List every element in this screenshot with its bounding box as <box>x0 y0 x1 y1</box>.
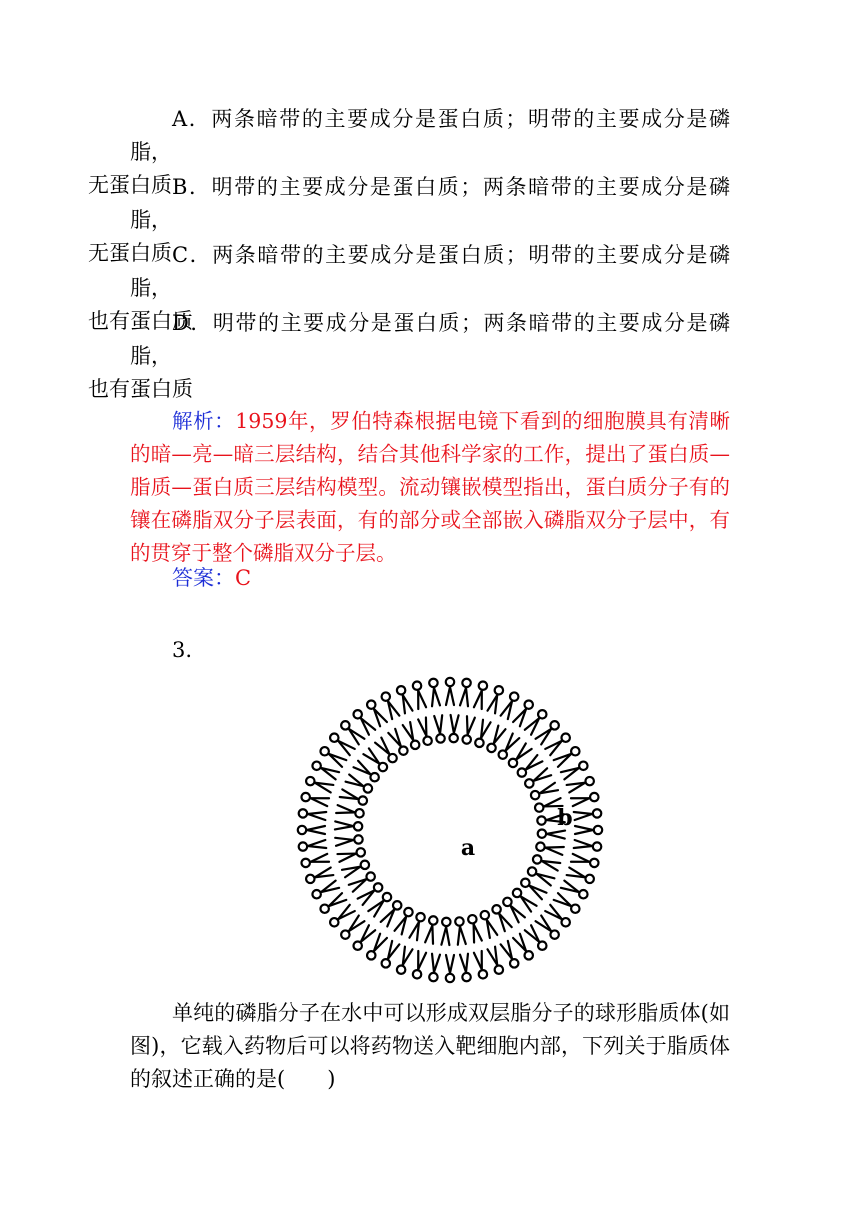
inner-lipid <box>395 908 413 935</box>
outer-lipid <box>561 881 588 899</box>
outer-lipid <box>488 947 504 974</box>
inner-lipid <box>531 783 558 800</box>
inner-lipid <box>518 755 543 777</box>
outer-lipid <box>299 840 327 851</box>
outer-lipid <box>312 762 339 780</box>
inner-lipid <box>528 867 555 885</box>
outer-lipid <box>571 793 599 806</box>
outer-lipid <box>513 700 533 726</box>
outer-lipid <box>302 854 330 867</box>
outer-lipid <box>545 905 570 927</box>
inner-lipid <box>441 918 450 945</box>
answer-value: C <box>235 566 252 590</box>
outer-lipid <box>306 868 333 884</box>
outer-lipid <box>513 934 533 960</box>
outer-lipid <box>320 893 346 913</box>
inner-lipid <box>375 738 397 763</box>
outer-lipid <box>571 854 599 867</box>
inner-lipid <box>336 805 364 817</box>
answer-line <box>130 562 730 595</box>
option-a-line2: 无蛋白质 <box>88 173 172 197</box>
option-a-line1: A．两条暗带的主要成分是蛋白质；明带的主要成分是磷脂， <box>130 107 730 164</box>
answer-label: 答案： <box>172 566 235 590</box>
inner-lipid <box>455 917 466 944</box>
option-b-line1: B．明带的主要成分是蛋白质；两条暗带的主要成分是磷脂， <box>130 175 730 232</box>
inner-lipid <box>503 898 525 923</box>
outer-lipid <box>429 679 440 707</box>
inner-lipid <box>418 717 432 744</box>
analysis-paragraph <box>130 405 730 570</box>
outer-lipid <box>525 925 547 950</box>
outer-lipid <box>367 700 387 726</box>
outer-lipid <box>554 893 580 913</box>
outer-lipid <box>575 826 602 834</box>
outer-lipid <box>413 682 426 710</box>
inner-lipid <box>363 748 387 771</box>
inner-lipid <box>468 915 482 942</box>
analysis-label: 解析： <box>172 409 236 433</box>
figure-label-a: a <box>460 835 476 861</box>
inner-lipid <box>536 843 564 855</box>
inner-lipid <box>381 901 402 926</box>
question-stem: 单纯的磷脂分子在水中可以形成双层脂分子的球形脂质体(如图)，它载入药物后可以将药物送入靶细胞内部，下列关于脂质体的叙述正确的是( ) <box>130 1001 730 1091</box>
inner-lipid <box>463 716 475 744</box>
outer-lipid <box>354 925 376 950</box>
option-c-line2: 也有蛋白质 <box>88 309 193 333</box>
outer-lipid <box>413 951 426 979</box>
outer-lipid <box>446 678 454 705</box>
option-d-line2: 也有蛋白质 <box>88 377 193 401</box>
outer-lipid <box>460 954 471 982</box>
inner-lipid <box>521 879 546 900</box>
outer-lipid <box>397 947 413 974</box>
outer-lipid <box>397 686 413 713</box>
outer-lipid <box>561 762 588 780</box>
outer-lipid <box>574 840 602 851</box>
inner-lipid <box>434 715 445 742</box>
inner-lipid-layer <box>335 715 565 945</box>
outer-lipid <box>474 951 487 979</box>
option-c-line1: C．两条暗带的主要成分是蛋白质；明带的主要成分是磷脂， <box>130 243 730 300</box>
outer-lipid <box>330 734 355 756</box>
outer-lipid <box>330 905 355 927</box>
option-b-line2: 无蛋白质 <box>88 241 172 265</box>
outer-lipid <box>382 941 400 968</box>
inner-lipid <box>349 872 375 891</box>
option-d <box>88 307 730 406</box>
inner-lipid <box>388 729 407 755</box>
outer-lipid <box>354 710 376 735</box>
inner-lipid <box>354 761 379 782</box>
outer-lipid <box>501 941 519 968</box>
inner-lipid <box>335 835 362 846</box>
inner-lipid <box>513 889 537 912</box>
liposome-figure <box>290 675 610 990</box>
question-number: 3. <box>172 638 193 662</box>
inner-lipid <box>492 905 511 931</box>
outer-lipid <box>298 826 325 834</box>
outer-lipid <box>474 682 487 710</box>
outer-lipid <box>567 777 594 793</box>
outer-lipid <box>501 692 519 719</box>
outer-lipid <box>320 747 346 767</box>
inner-lipid <box>481 911 498 938</box>
inner-lipid <box>487 726 505 753</box>
inner-lipid <box>449 715 458 742</box>
outer-lipid <box>302 793 330 806</box>
inner-lipid <box>346 775 373 793</box>
inner-lipid <box>409 913 424 940</box>
outer-lipid <box>460 679 471 707</box>
inner-lipid <box>335 821 362 830</box>
inner-lipid <box>337 848 364 862</box>
outer-lipid <box>306 777 333 793</box>
outer-lipid <box>567 868 594 884</box>
outer-lipid <box>382 692 400 719</box>
outer-lipid <box>429 954 440 982</box>
outer-lipid <box>574 809 602 820</box>
inner-lipid <box>403 722 420 749</box>
inner-lipid <box>499 734 520 759</box>
analysis-text: 1959年，罗伯特森根据电镜下看到的细胞膜具有清晰的暗—亮—暗三层结构，结合其他科学家的工作，提出了蛋白质—脂质—蛋白质三层结构模型。流动镶嵌模型指出，蛋白质分子有的镶在磷脂双分子层表面，有的部分或全部嵌入磷脂双分子层中，有的贯穿于整个磷脂双分子层。 <box>130 409 731 565</box>
outer-lipid <box>367 934 387 960</box>
inner-lipid <box>358 883 383 905</box>
outer-lipid <box>341 916 364 939</box>
inner-lipid <box>342 861 369 878</box>
outer-lipid <box>536 721 559 744</box>
outer-lipid <box>312 881 339 899</box>
inner-lipid <box>525 768 551 787</box>
figure-label-b: b <box>557 805 573 831</box>
inner-lipid <box>475 720 490 747</box>
outer-lipid <box>536 916 559 939</box>
outer-lipid <box>545 734 570 756</box>
option-d-line1: D．明带的主要成分是蛋白质；两条暗带的主要成分是磷脂， <box>130 311 730 368</box>
inner-lipid <box>509 743 532 767</box>
outer-lipid <box>299 809 327 820</box>
outer-lipid <box>554 747 580 767</box>
outer-lipid <box>488 686 504 713</box>
inner-lipid <box>425 916 437 944</box>
inner-lipid <box>340 789 367 804</box>
inner-lipid <box>533 855 560 870</box>
outer-lipid <box>525 710 547 735</box>
outer-lipid <box>446 955 454 982</box>
outer-lipid <box>341 721 364 744</box>
inner-lipid <box>368 893 391 917</box>
